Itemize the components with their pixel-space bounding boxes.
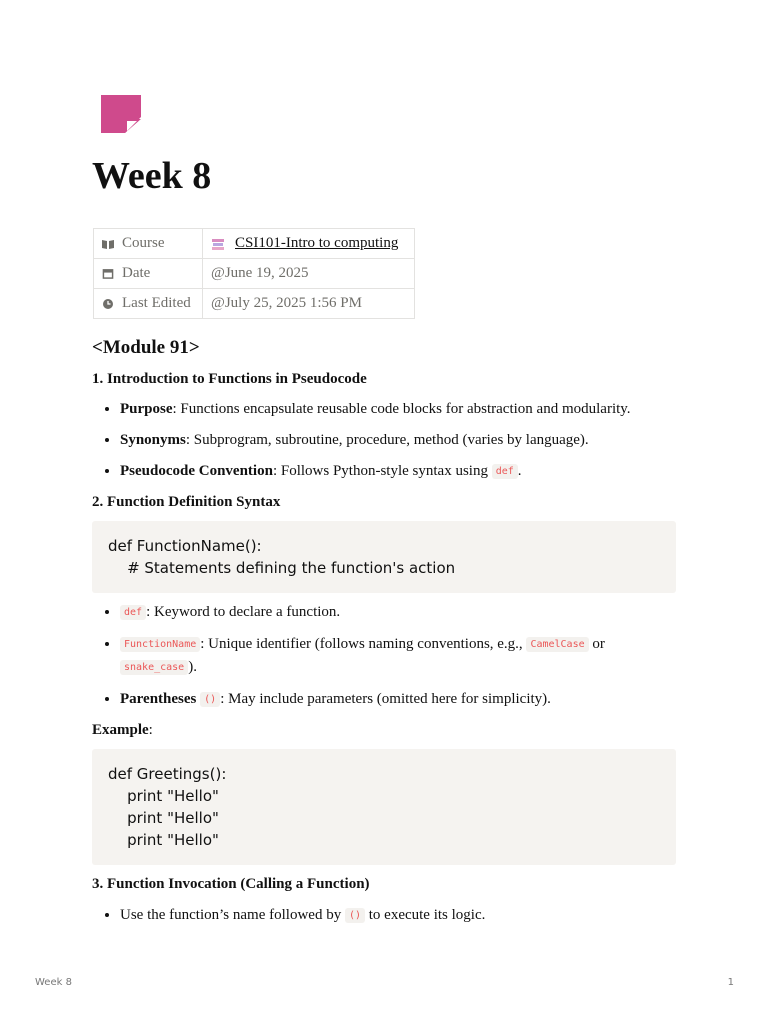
item-text: : Keyword to declare a function.: [146, 604, 341, 620]
property-row-course: [94, 229, 415, 259]
property-key-label: Date: [122, 265, 151, 281]
inline-code: FunctionName: [120, 637, 200, 652]
property-row-date: [94, 259, 415, 289]
calendar-icon: [102, 268, 114, 279]
list-item: [120, 688, 676, 711]
example-label: [92, 719, 676, 741]
example-label-text: Example: [92, 722, 149, 738]
books-emoji-icon: [211, 238, 225, 250]
footer-page-number: 1: [727, 977, 734, 988]
clock-icon: [102, 298, 114, 310]
inline-code: def: [120, 605, 146, 620]
section-heading: 3. Function Invocation (Calling a Function): [92, 876, 370, 892]
module-heading: <Module 91>: [92, 337, 200, 358]
bullet-list: [92, 601, 676, 711]
property-value: @July 25, 2025 1:56 PM: [203, 289, 415, 319]
bullet-list: [92, 398, 676, 483]
inline-code: snake_case: [120, 660, 188, 675]
item-text: .: [517, 463, 522, 479]
property-key: [94, 229, 203, 259]
item-text: : Follows Python-style syntax using: [272, 463, 492, 479]
example-colon: :: [148, 722, 153, 738]
list-item: [120, 904, 676, 927]
sticky-note-icon: [101, 95, 141, 133]
item-text: : Unique identifier (follows naming conventions, e.g.,: [200, 636, 527, 652]
example-code-block: def Greetings(): print "Hello" print "Hello" print "Hello": [92, 749, 676, 865]
page-title: Week 8: [92, 155, 212, 197]
item-text: Use the function’s name followed by: [120, 907, 345, 923]
item-text: ).: [188, 659, 197, 675]
item-text: to execute its logic.: [365, 907, 486, 923]
list-item: [120, 429, 676, 451]
bold-term: Pseudocode Convention: [120, 463, 273, 479]
footer-page-title: Week 8: [35, 977, 72, 988]
bold-term: Purpose: [120, 401, 173, 417]
section-heading: 1. Introduction to Functions in Pseudocode: [92, 371, 367, 387]
property-row-last-edited: [94, 289, 415, 319]
list-item: [120, 601, 676, 624]
property-key: [94, 259, 203, 289]
bullet-list: [92, 904, 676, 927]
property-key-label: Last Edited: [122, 295, 191, 311]
section-heading: 2. Function Definition Syntax: [92, 494, 281, 510]
item-text: : Functions encapsulate reusable code blocks for abstraction and modularity.: [172, 401, 631, 417]
property-value[interactable]: [203, 229, 415, 259]
item-text: : Subprogram, subroutine, procedure, method (varies by language).: [185, 432, 589, 448]
book-icon: [102, 239, 114, 249]
property-key: [94, 289, 203, 319]
code-block: def FunctionName(): # Statements defining the function's action: [92, 521, 676, 593]
inline-code: (): [345, 908, 365, 923]
page-content: [92, 336, 676, 927]
list-item: [120, 633, 676, 679]
property-value: @June 19, 2025: [203, 259, 415, 289]
course-link[interactable]: CSI101-Intro to computing: [235, 235, 399, 251]
properties-table: [93, 228, 415, 319]
bold-term: Synonyms: [120, 432, 186, 448]
list-item: [120, 398, 676, 420]
inline-code: CamelCase: [526, 637, 588, 652]
item-text: or: [588, 636, 605, 652]
list-item: [120, 460, 676, 483]
inline-code: def: [492, 464, 518, 479]
bold-term: Parentheses: [120, 691, 197, 707]
inline-code: (): [200, 692, 220, 707]
property-key-label: Course: [122, 235, 165, 251]
item-text: : May include parameters (omitted here for simplicity).: [220, 691, 551, 707]
